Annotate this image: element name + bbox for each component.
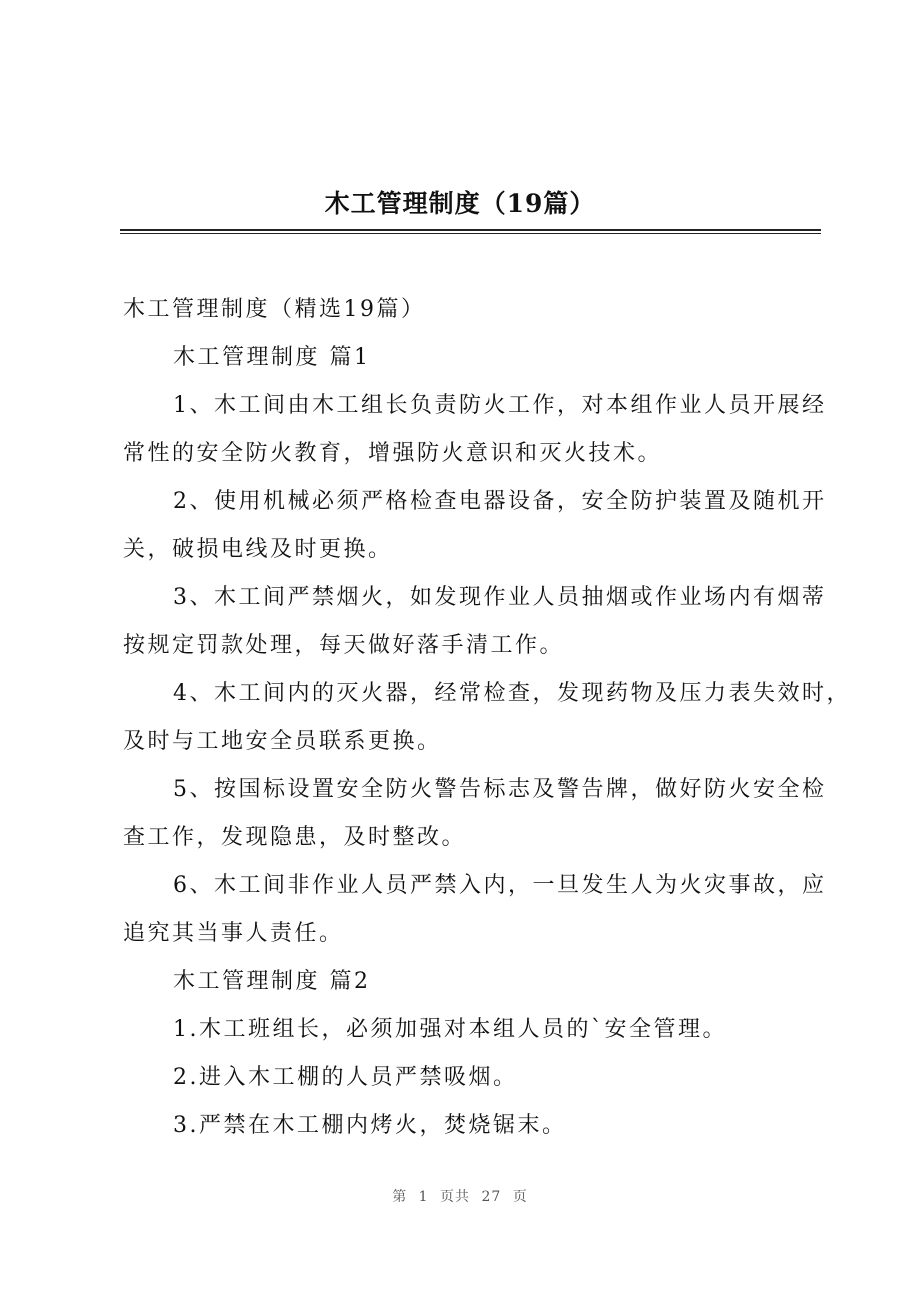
body-line-9: 及时与工地安全员联系更换。 — [123, 729, 442, 754]
document-body — [123, 286, 851, 1150]
title-rule-thick — [120, 229, 821, 231]
title-rule-thin — [120, 233, 821, 234]
body-line-2: 1、木工间由木工组长负责防火工作，对本组作业人员开展经 — [173, 393, 827, 418]
body-line-0: 木工管理制度（精选19篇） — [123, 297, 426, 322]
body-line-10: 5、按国标设置安全防火警告标志及警告牌，做好防火安全检 — [173, 777, 827, 802]
section-heading-2: 木工管理制度 篇2 — [173, 969, 371, 994]
section-heading-1: 木工管理制度 篇1 — [173, 345, 371, 370]
body-line-13: 追究其当事人责任。 — [123, 921, 344, 946]
body-line-15: 1.木工班组长，必须加强对本组人员的`安全管理。 — [173, 1017, 727, 1042]
body-line-12: 6、木工间非作业人员严禁入内，一旦发生人为火灾事故，应 — [173, 873, 827, 898]
body-line-3: 常性的安全防火教育，增强防火意识和灭火技术。 — [123, 441, 663, 466]
body-line-5: 关，破损电线及时更换。 — [123, 537, 393, 562]
body-line-17: 3.严禁在木工棚内烤火，焚烧锯末。 — [173, 1113, 567, 1138]
body-line-8: 4、木工间内的灭火器，经常检查，发现药物及压力表失效时， — [173, 681, 851, 706]
body-line-11: 查工作，发现隐患，及时整改。 — [123, 825, 467, 850]
body-line-16: 2.进入木工棚的人员严禁吸烟。 — [173, 1065, 518, 1090]
body-line-7: 按规定罚款处理，每天做好落手清工作。 — [123, 633, 565, 658]
body-line-6: 3、木工间严禁烟火，如发现作业人员抽烟或作业场内有烟蒂 — [173, 585, 827, 610]
body-line-4: 2、使用机械必须严格检查电器设备，安全防护装置及随机开 — [173, 489, 827, 514]
page-footer: 第 1 页共 27 页 — [392, 1189, 528, 1205]
document-title: 木工管理制度（19篇） — [324, 189, 596, 218]
